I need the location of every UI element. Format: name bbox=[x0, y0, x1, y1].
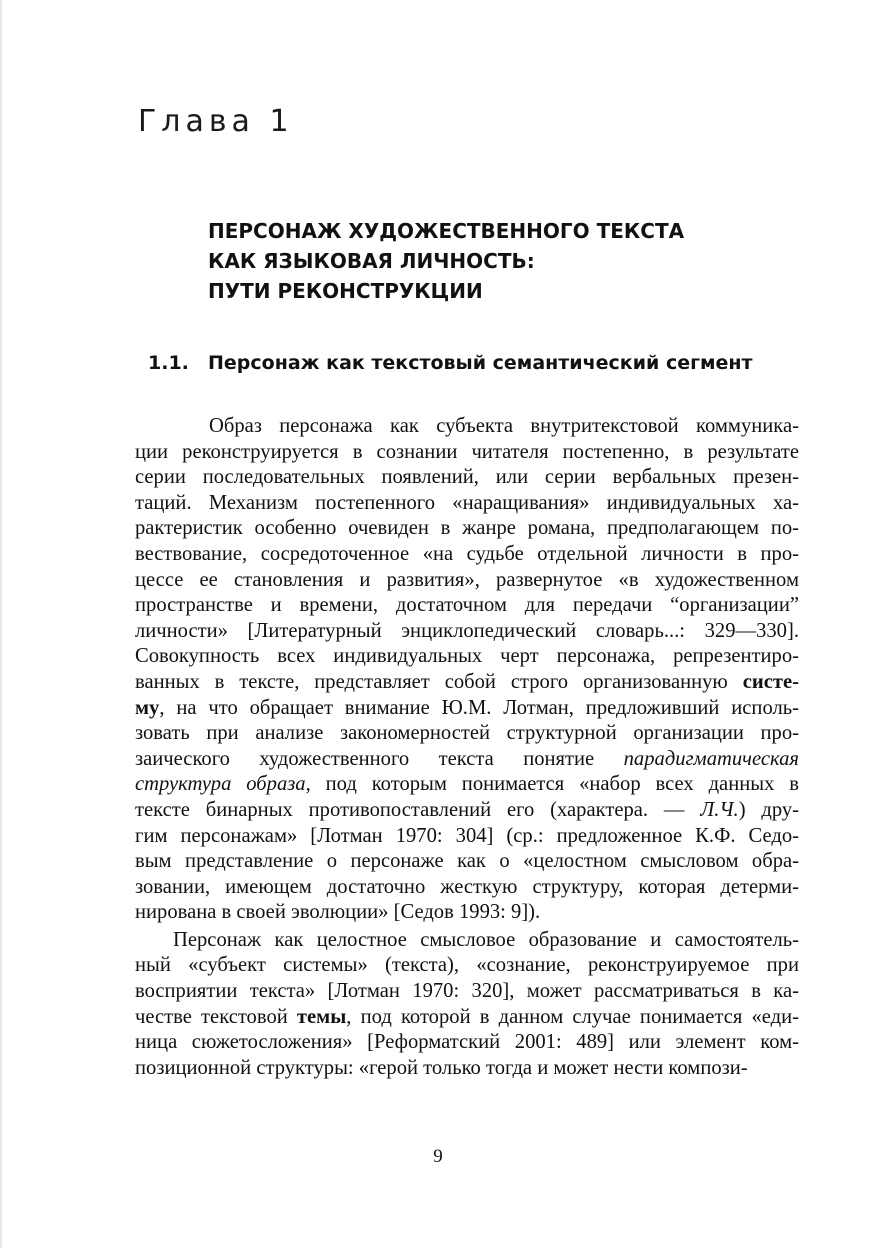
body-text bbox=[135, 414, 799, 1081]
bold-term: темы bbox=[296, 1005, 347, 1028]
text-run: , под которым понимается «набор всех данных в bbox=[305, 773, 799, 796]
text-run: позиционной структуры: «герой только тогда и может нести компози- bbox=[135, 1056, 748, 1079]
text-line bbox=[135, 542, 799, 568]
chapter-title-line: КАК ЯЗЫКОВАЯ ЛИЧНОСТЬ: bbox=[208, 249, 535, 273]
text-line bbox=[135, 979, 799, 1005]
chapter-title bbox=[208, 216, 768, 306]
italic-term: Л.Ч. bbox=[700, 798, 739, 821]
text-line bbox=[135, 414, 799, 440]
text-run: ница сюжетосложения» [Реформатский 2001: 489] или элемент ком- bbox=[135, 1031, 799, 1054]
text-line bbox=[135, 644, 799, 670]
bold-term: систе- bbox=[742, 670, 799, 693]
text-run: Совокупность всех индивидуальных черт персонажа, репрезентиро- bbox=[135, 645, 799, 668]
text-run: рактеристик особенно очевиден в жанре романа, предполагающем по- bbox=[135, 517, 799, 540]
text-line bbox=[135, 491, 799, 517]
text-line bbox=[135, 568, 799, 594]
text-line bbox=[135, 849, 799, 875]
italic-term: структура образа bbox=[135, 773, 306, 796]
text-line bbox=[135, 953, 799, 979]
text-line bbox=[135, 747, 799, 773]
text-line bbox=[135, 1056, 799, 1082]
chapter-title-line: ПУТИ РЕКОНСТРУКЦИИ bbox=[208, 279, 483, 303]
text-run: Персонаж как целостное смысловое образование и самостоятель- bbox=[173, 928, 799, 951]
section-title: Персонаж как текстовый семантический сегмент bbox=[208, 352, 753, 374]
text-run: заического художественного текста понятие bbox=[135, 747, 624, 770]
text-run: гим персонажам» [Лотман 1970: 304] (ср.: предложенное К.Ф. Седо- bbox=[135, 824, 799, 847]
page-number: 9 bbox=[433, 1146, 443, 1167]
text-line bbox=[135, 928, 799, 954]
text-run: зовать при анализе закономерностей структурной организации про- bbox=[135, 722, 799, 745]
text-run: нирована в своей эволюции» [Седов 1993: 9]). bbox=[135, 901, 541, 924]
text-line bbox=[135, 516, 799, 542]
text-run: тексте бинарных противопоставлений его (характера. — bbox=[135, 798, 701, 821]
italic-term: парадигматическая bbox=[623, 747, 799, 770]
text-run: вествование, сосредоточенное «на судьбе отдельной личности в про- bbox=[135, 542, 799, 565]
text-run: ванных в тексте, представляет собой строго организованную bbox=[135, 670, 743, 693]
text-line bbox=[135, 1005, 799, 1031]
text-run: честве текстовой bbox=[135, 1005, 297, 1028]
text-line bbox=[135, 798, 799, 824]
text-line bbox=[135, 465, 799, 491]
text-line bbox=[135, 721, 799, 747]
text-line bbox=[135, 670, 799, 696]
text-run: ный «субъект системы» (текста), «сознание, реконструируемое при bbox=[135, 954, 799, 977]
text-run: ции реконструируется в сознании читателя постепенно, в результате bbox=[135, 440, 799, 463]
text-line bbox=[135, 900, 799, 926]
text-run: , под которой в данном случае понимается «еди- bbox=[346, 1005, 799, 1028]
text-line bbox=[135, 619, 799, 645]
text-line bbox=[135, 593, 799, 619]
text-run: ) дру- bbox=[738, 798, 800, 821]
section-number: 1.1. bbox=[148, 352, 189, 374]
text-line bbox=[135, 824, 799, 850]
bold-term: му bbox=[135, 696, 160, 719]
text-run: таций. Механизм постепенного «наращивания» индивидуальных ха- bbox=[135, 491, 799, 514]
text-run: восприятии текста» [Лотман 1970: 320], может рассматриваться в ка- bbox=[135, 980, 799, 1003]
text-run: личности» [Литературный энциклопедический словарь...: 329—330]. bbox=[135, 619, 799, 642]
text-run: вым представление о персонаже как о «целостном смысловом обра- bbox=[135, 850, 799, 873]
text-line bbox=[135, 440, 799, 466]
text-run: , на что обращает внимание Ю.М. Лотман, предложивший исполь- bbox=[159, 696, 799, 719]
paragraph bbox=[135, 928, 799, 1082]
section-heading bbox=[148, 352, 808, 374]
text-run: пространстве и времени, достаточном для передачи “организации” bbox=[135, 594, 799, 617]
text-run: зовании, имеющем достаточно жесткую структуру, которая детерми- bbox=[135, 875, 799, 898]
text-line bbox=[135, 696, 799, 722]
chapter-label: Глава 1 bbox=[138, 104, 294, 139]
text-line bbox=[135, 1030, 799, 1056]
text-run: Образ персонажа как субъекта внутритекстовой коммуника- bbox=[209, 415, 799, 437]
chapter-title-line: ПЕРСОНАЖ ХУДОЖЕСТВЕННОГО ТЕКСТА bbox=[208, 219, 685, 243]
text-run: серии последовательных появлений, или серии вербальных презен- bbox=[135, 466, 799, 489]
text-line bbox=[135, 875, 799, 901]
text-run: цессе ее становления и развития», развернутое «в художественном bbox=[135, 568, 799, 591]
text-line bbox=[135, 772, 799, 798]
page-edge bbox=[0, 0, 2, 1248]
paragraph bbox=[135, 414, 799, 926]
